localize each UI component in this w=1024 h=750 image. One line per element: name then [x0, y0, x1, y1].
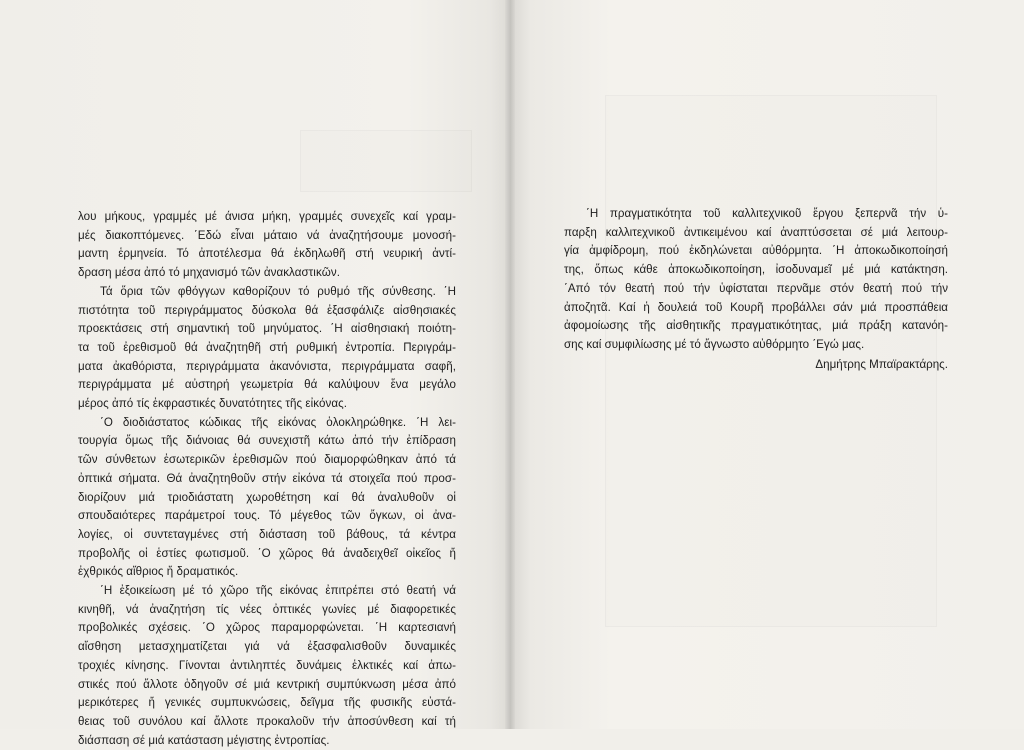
- text-line: σπουδαιότερες παράμετροί τους. Τό μέγεθος τῶν ὄγκων, οἱ ἀνα-: [78, 509, 456, 523]
- text-line: ΄Η πραγματικότητα τοῦ καλλιτεχνικοῦ ἔργου ξεπερνᾶ τήν ὑ-: [586, 207, 948, 220]
- bleed-through-mark: [300, 130, 472, 192]
- left-page-text: [78, 208, 456, 750]
- text-line: τα τοῦ ἐρεθισμοῦ θά ἀναζητηθῆ στή ρυθμική ἐντροπία. Περιγράμ-: [78, 340, 456, 354]
- author-signature: Δημήτρης Μπαϊρακτάρης.: [815, 357, 948, 371]
- text-line: αἴσθηση μετασχηματίζεται γιά νά ἐξασφαλισθοῦν δυναμικές: [78, 640, 456, 654]
- book-gutter: [505, 0, 515, 729]
- text-line: ἐχθρικός αἴθριος ἤ δραματικός.: [78, 565, 239, 579]
- text-line: προεκτάσεις στή σημαντική τοῦ μηνύματος. ΄Η αἰσθησιακή ποιότη-: [78, 322, 456, 336]
- text-line: κινηθῆ, νά ἀναζητήση τίς νέες ὀπτικές γωνίες μέ διαφορετικές: [78, 602, 456, 616]
- text-line: ματα ἀκαθόριστα, περιγράμματα ἀκανόνιστα, περιγράμματα σαφῆ,: [78, 359, 456, 373]
- text-line: μερικότερες ἤ γενικές συμπυκνώσεις, δεῖγμα τῆς φυσικῆς εὐστά-: [78, 696, 456, 710]
- text-line: τροχιές κίνησης. Γίνονται ἀντιληπτές δυνάμεις ἑλκτικές καί ἀπω-: [78, 658, 456, 672]
- text-line: της, ὅπως κάθε ἀποκωδικοποίηση, ἰσοδυναμεῖ μέ μιά κατάκτηση.: [564, 263, 948, 277]
- text-line: ἀφομοίωσης τῆς αἰσθητικῆς πραγματικότητας, μιά πράξη κατανόη-: [564, 319, 948, 333]
- text-line: λογίες, οἱ συντεταγμένες στή διάσταση τοῦ βάθους, τά κέντρα: [78, 527, 456, 541]
- text-line: προβολῆς οἱ ἑστίες φωτισμοῦ. ΄Ο χῶρος θά ἀναδειχθεῖ οἰκεῖος ἤ: [78, 546, 456, 560]
- text-line: τῶν σύνθετων ἐσωτερικῶν ἐρεθισμῶν πού διαμορφώθηκαν ἀπό τά: [78, 453, 456, 467]
- text-line: σης καί συμφιλίωσης μέ τό ἄγνωστο αὐθόρμητο ΄Εγώ μας.: [564, 337, 865, 351]
- text-line: ΄Από τόν θεατή πού τήν ὑφίσταται περνᾶμε στόν θεατή πού τήν: [564, 281, 948, 295]
- text-line: πιστότητα τοῦ περιγράμματος δύσκολα θά ἐξασφάλιζε αἰσθησιακές: [78, 303, 456, 317]
- text-line: ὀπτικά σήματα. Θά ἀναζητηθοῦν στήν εἰκόνα τά στοιχεῖα πού προσ-: [78, 471, 456, 485]
- text-line: μαντη ἑρμηνεία. Τό ἀποτέλεσμα θά ἐκδηλωθῆ στή νευρική ἀντί-: [78, 247, 456, 261]
- text-line: περιγράμματα μέ αὐστηρή γεωμετρία θά καλύψουν ἕνα μεγάλο: [78, 378, 456, 392]
- text-line: ἀποζητᾶ. Καί ἡ δουλειά τοῦ Κουρῆ προβάλλει σάν μιά προσπάθεια: [564, 300, 948, 314]
- text-line: μές διακοπτόμενες. ΄Εδώ εἶναι μάταιο νά ἀναζητήσουμε μονοσή-: [78, 228, 456, 242]
- text-line: θειας τοῦ συνόλου καί ἄλλοτε προκαλοῦν τήν ἀποσύνθεση καί τή: [78, 714, 456, 728]
- text-line: ΄Η ἐξοικείωση μέ τό χῶρο τῆς εἰκόνας ἐπιτρέπει στό θεατή νά: [100, 584, 456, 598]
- text-line: δραση μέσα ἀπό τό μηχανισμό τῶν ἀνακλαστικῶν.: [78, 266, 341, 280]
- right-paragraph: [564, 205, 948, 355]
- text-line: διορίζουν μιά τριοδιάστατη χωροθέτηση καί θά ἀναλυθοῦν οἱ: [78, 490, 456, 504]
- text-line: λου μήκους, γραμμές μέ άνισα μήκη, γραμμές συνεχεῖς καί γραμ-: [78, 210, 456, 223]
- text-line: Τά ὅρια τῶν φθόγγων καθορίζουν τό ρυθμό τῆς σύνθεσης. ΄Η: [100, 284, 456, 298]
- text-line: γία ἀμφίδρομη, πού ἐκδηλώνεται αὐθόρμητα. ΄Η ἀποκωδικοποίησή: [564, 244, 948, 258]
- left-page: [0, 0, 510, 747]
- text-line: στικές πού ἄλλοτε ὁδηγοῦν σέ μιά κεντρική συμπύκνωση μέσα ἀπό: [78, 677, 456, 691]
- right-page: [510, 0, 1024, 729]
- text-line: ΄Ο διοδιάστατος κώδικας τῆς εἰκόνας ὁλοκληρώθηκε. ΄Η λει-: [100, 415, 456, 429]
- text-line: προβολικές σχέσεις. ΄Ο χῶρος παραμορφώνεται. ΄Η καρτεσιανή: [78, 621, 456, 635]
- text-line: μέρος ἀπό τίς ἐκφραστικές δυνατότητες τῆς εἰκόνας.: [78, 397, 347, 411]
- text-line: τουργία ὅμως τῆς διάνοιας θά συνεχιστῆ κάτω ἀπό τήν ἐπίδραση: [78, 434, 456, 448]
- text-line: παρξη καλλιτεχνικοῦ ἀντικειμένου καί ἀναπτύσσεται σέ μιά λειτουρ-: [564, 225, 948, 239]
- text-line: διάσπαση σέ μιά κατάσταση μέγιστης ἐντροπίας.: [78, 733, 330, 747]
- right-page-text: [564, 205, 948, 374]
